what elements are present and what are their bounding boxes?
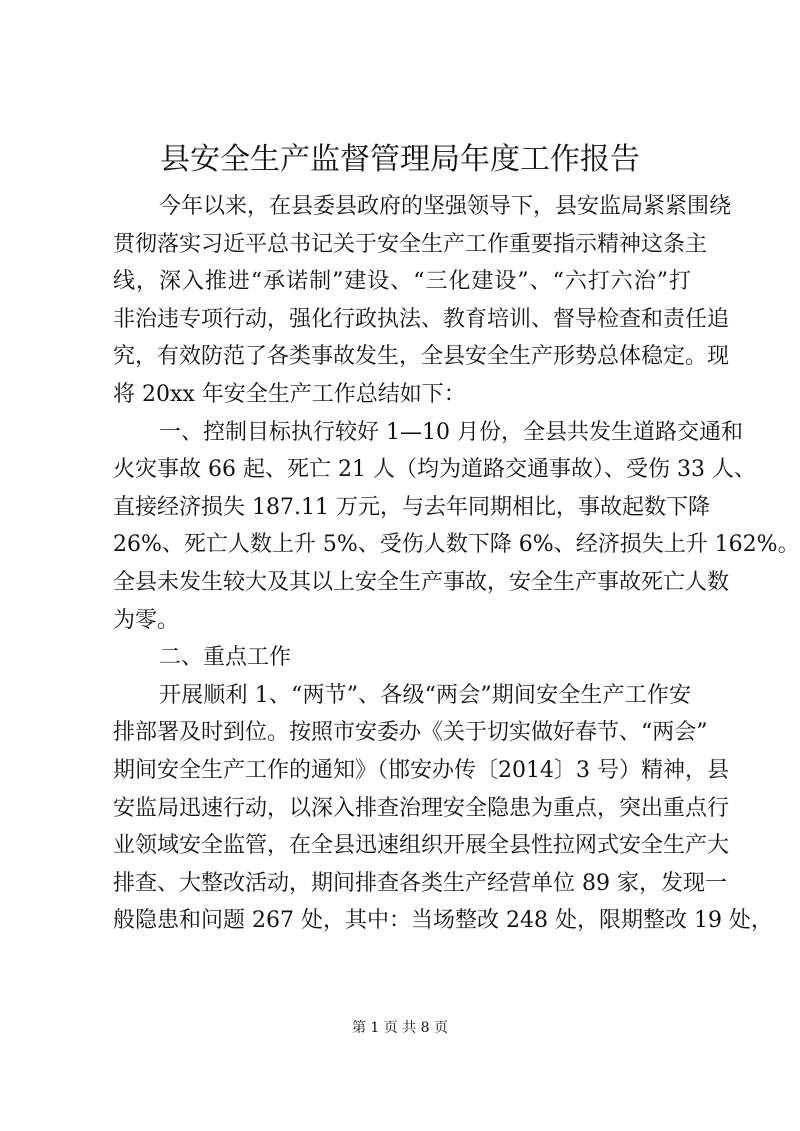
text-line: 贯彻落实习近平总书记关于安全生产工作重要指示精神这条主 (113, 231, 708, 257)
document-body (113, 188, 800, 940)
text-line: 期间安全生产工作的通知》（邯安办传〔2014〕3 号）精神，县 (113, 757, 729, 783)
text-line: 业领域安全监管，在全县迅速组织开展全县性拉网式安全生产大 (113, 833, 730, 859)
text-line: 线，深入推进“承诺制”建设、“三化建设”、“六打六治”打 (113, 269, 691, 295)
text-line: 26%、死亡人数上升 5%、受伤人数下降 6%、经济损失上升 162%。 (113, 532, 800, 558)
text-line: 火灾事故 66 起、死亡 21 人（均为道路交通事故）、受伤 33 人、 (113, 457, 756, 483)
text-line: 一、控制目标执行较好 1—10 月份，全县共发生道路交通和 (159, 419, 743, 445)
text-line: 般隐患和问题 267 处，其中：当场整改 248 处，限期整改 19 处， (113, 908, 773, 934)
text-line: 全县未发生较大及其以上安全生产事故，安全生产事故死亡人数 (113, 569, 730, 595)
document-title: 县安全生产监督管理局年度工作报告 (160, 142, 640, 177)
text-line: 为零。 (113, 607, 180, 633)
text-line: 非治违专项行动，强化行政执法、教育培训、督导检查和责任追 (113, 306, 730, 332)
page-number-footer: 第 1 页 共 8 页 (351, 1020, 449, 1036)
text-line: 今年以来，在县委县政府的坚强领导下，县安监局紧紧围绕 (159, 194, 732, 219)
text-line: 排部署及时到位。按照市安委办《关于切实做好春节、“两会” (113, 720, 708, 746)
text-line: 安监局迅速行动，以深入排查治理安全隐患为重点，突出重点行 (113, 795, 730, 821)
text-line: 开展顺利 1、“两节”、各级“两会”期间安全生产工作安 (159, 682, 691, 708)
text-line: 直接经济损失 187.11 万元，与去年同期相比，事故起数下降 (113, 494, 710, 520)
text-line: 究，有效防范了各类事故发生，全县安全生产形势总体稳定。现 (113, 344, 730, 370)
text-line: 排查、大整改活动，期间排查各类生产经营单位 89 家，发现一 (113, 870, 727, 896)
text-line: 二、重点工作 (159, 645, 292, 671)
text-line: 将 20xx 年安全生产工作总结如下： (113, 381, 466, 407)
